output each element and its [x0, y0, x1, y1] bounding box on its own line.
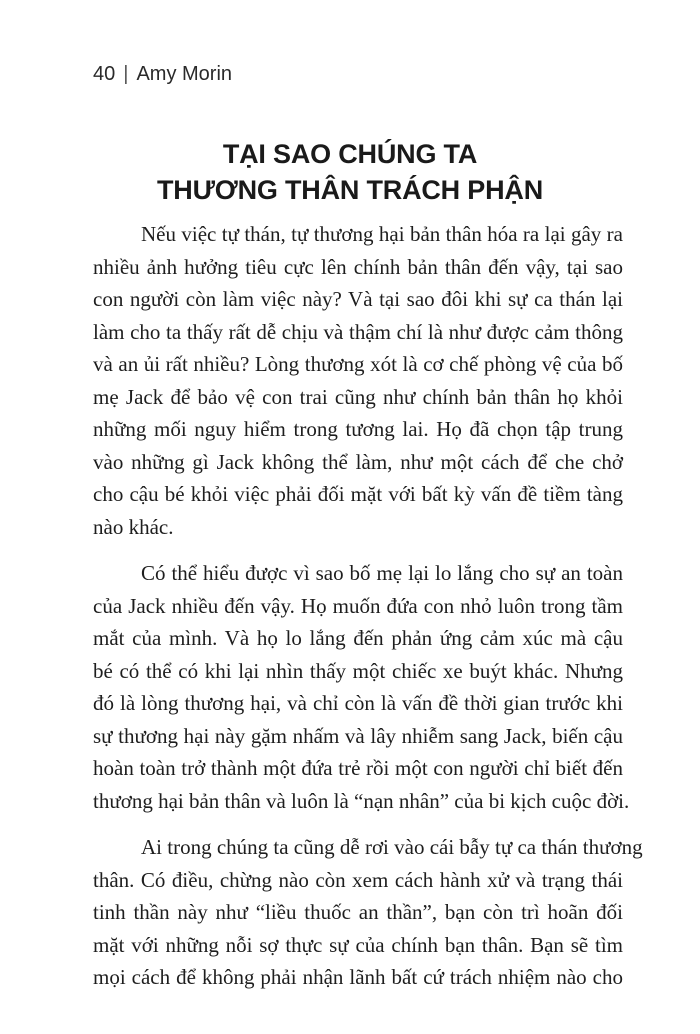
text-line: mắt của mình. Và họ lo lắng đến phản ứng cảm xúc mà cậu: [93, 626, 623, 650]
paragraph: [93, 831, 643, 994]
text-line: nào khác.: [93, 514, 174, 539]
text-line: đó là lòng thương hại, và chỉ còn là vấn đề thời gian trước khi: [93, 691, 623, 715]
section-title: [0, 136, 700, 208]
text-line: nhiều ảnh hưởng tiêu cực lên chính bản thân đến vậy, tại sao: [93, 254, 623, 279]
text-line: vào những gì Jack không thể làm, như một cách để che chở: [93, 449, 623, 474]
running-header: [93, 63, 232, 86]
author-name: Amy Morin: [136, 63, 233, 85]
text-line: thân. Có điều, chừng nào còn xem cách hành xử và trạng thái: [93, 867, 623, 892]
body-text: [93, 218, 643, 1008]
paragraph: [93, 557, 630, 817]
section-title-line-2: THƯƠNG THÂN TRÁCH PHẬN: [156, 175, 543, 205]
text-line: Có thể hiểu được vì sao bố mẹ lại lo lắng cho sự an toàn: [141, 561, 623, 585]
text-line: mọi cách để không phải nhận lãnh bất cứ trách nhiệm nào cho: [93, 965, 623, 989]
text-line: thương hại bản thân và luôn là “nạn nhân” của bi kịch cuộc đời.: [93, 788, 630, 813]
text-line: mẹ Jack để bảo vệ con trai cũng như chính bản thân họ khỏi: [93, 384, 623, 409]
text-line: Nếu việc tự thán, tự thương hại bản thân hóa ra lại gây ra: [141, 222, 623, 246]
page-number: 40: [93, 63, 116, 85]
text-line: và an ủi rất nhiều? Lòng thương xót là cơ chế phòng vệ của bố: [93, 352, 623, 376]
text-line: Ai trong chúng ta cũng dễ rơi vào cái bẫy tự ca thán thương: [141, 835, 643, 859]
paragraph: [93, 218, 623, 543]
text-line: làm cho ta thấy rất dễ chịu và thậm chí là như được cảm thông: [93, 319, 623, 344]
text-line: của Jack nhiều đến vậy. Họ muốn đứa con nhỏ luôn trong tầm: [93, 593, 623, 618]
text-line: cho cậu bé khỏi việc phải đối mặt với bất kỳ vấn đề tiềm tàng: [93, 482, 623, 506]
text-line: hoàn toàn trở thành một đứa trẻ rồi một con người chỉ biết đến: [93, 756, 623, 780]
text-line: tinh thần này như “liều thuốc an thần”, bạn còn trì hoãn đối: [93, 900, 623, 924]
section-title-line-1: TẠI SAO CHÚNG TA: [222, 139, 478, 169]
text-line: bé có thể có khi lại nhìn thấy một chiếc xe buýt khác. Nhưng: [93, 658, 623, 683]
text-line: sự thương hại này gặm nhấm và lây nhiễm sang Jack, biến cậu: [93, 723, 623, 748]
text-line: con người còn làm việc này? Và tại sao đôi khi sự ca thán lại: [93, 287, 623, 311]
text-line: những mối nguy hiểm trong tương lai. Họ đã chọn tập trung: [93, 417, 623, 441]
header-separator: |: [123, 63, 129, 85]
text-line: mặt với những nỗi sợ thực sự của chính bạn thân. Bạn sẽ tìm: [93, 932, 623, 957]
